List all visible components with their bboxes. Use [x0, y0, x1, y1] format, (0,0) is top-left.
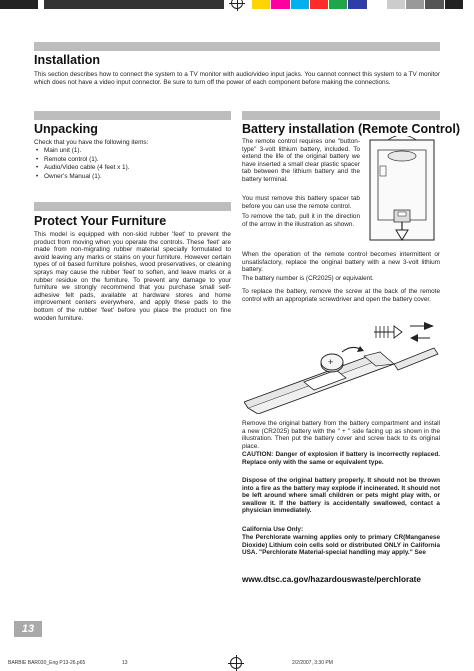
- registration-mark-icon: [230, 657, 242, 669]
- color-swatch: [425, 0, 443, 9]
- color-swatch: [387, 0, 405, 9]
- perchlorate-link[interactable]: www.dtsc.ca.gov/hazardouswaste/perchlorate: [242, 575, 421, 584]
- list-item: • Owner’s Manual (1).: [34, 173, 231, 182]
- installation-bar: [34, 42, 440, 51]
- battery-text-4: When the operation of the remote control becomes intermittent or unsatisfactory, replace the original battery with a new 3-volt lithium battery.: [242, 251, 440, 274]
- color-swatch: [271, 0, 289, 9]
- color-swatch: [368, 0, 386, 9]
- color-swatch: [329, 0, 347, 9]
- registration-mark-icon: [231, 0, 243, 9]
- battery-text-6: To replace the battery, remove the screw at the back of the remote control with an appropriate screwdriver and open the battery cover.: [242, 288, 440, 303]
- battery-replacement-illustration: [244, 318, 440, 414]
- svg-text:+: +: [328, 357, 334, 367]
- installation-text: This section describes how to connect the system to a TV monitor with audio/video input jacks. You cannot connect this system to a TV monitor which does not have a video input connector. Be sure to turn off the power of each component before making the connections.: [34, 71, 440, 86]
- footer-page: 13: [122, 660, 128, 666]
- color-swatch: [291, 0, 309, 9]
- battery-text-3: To remove the tab, pull it in the direction of the arrow in the illustration as shown.: [242, 213, 360, 228]
- unpacking-list: [34, 147, 231, 181]
- california-text: The Perchlorate warning applies only to primary CR(Manganese Dioxide) Lithium coin cells sold or distributed ONLY in California USA. "Perchlorate Material-special handling may apply." See: [242, 534, 440, 557]
- page-number: 13: [14, 621, 42, 637]
- unpacking-title: Unpacking: [34, 122, 98, 136]
- dispose-text: Dispose of the original battery properly. It should not be thrown into a fire as the battery may explode if incinerated. It should not be left around where small children or pets might play with, or swallow it. If the battery is accidentally swallowed, contact a physician immediately.: [242, 477, 440, 515]
- remote-tab-illustration: [364, 136, 440, 244]
- battery-text-1: The remote control requires one "button-type" 3-volt lithium battery, included. To extend the life of the original battery we have inserted a small clear plastic spacer tab between the lithium battery and the battery terminal.: [242, 138, 360, 183]
- color-swatch: [252, 0, 270, 9]
- battery-bar: [242, 111, 440, 120]
- battery-title: Battery installation (Remote Control): [242, 122, 461, 136]
- caution-text: CAUTION: Danger of explosion if battery is incorrectly replaced. Replace only with the same or equivalent type.: [242, 451, 440, 466]
- footer-date: 2/2/2007, 3:30 PM: [292, 660, 333, 666]
- list-item: • Remote control (1).: [34, 156, 231, 165]
- color-swatch: [310, 0, 328, 9]
- unpacking-bar: [34, 111, 231, 120]
- furniture-bar: [34, 202, 231, 211]
- installation-title: Installation: [34, 53, 100, 67]
- list-item: • Main unit (1).: [34, 147, 231, 156]
- footer-file: BARBIE BAR030_Eng P13-26.p65: [8, 660, 86, 666]
- furniture-title: Protect Your Furniture: [34, 214, 167, 228]
- color-swatch: [406, 0, 424, 9]
- crop-marks-top: [0, 0, 474, 12]
- color-swatch: [445, 0, 463, 9]
- unpacking-intro: Check that you have the following items:: [34, 139, 149, 146]
- color-swatch: [348, 0, 366, 9]
- battery-text-7: Remove the original battery from the battery compartment and install a new (CR2025) battery with the " + " side facing up as shown in the illustration. Then put the battery cover and screw back to its original place.: [242, 420, 440, 450]
- color-bar: [252, 0, 464, 9]
- battery-text-5: The battery number is (CR2025) or equivalent.: [242, 275, 374, 282]
- california-title: California Use Only:: [242, 526, 304, 533]
- furniture-text: This model is equipped with non-skid rubber 'feet' to prevent the product from moving when you operate the controls. These 'feet' are made from non-migrating rubber material specially formulated to avoid leaving any marks or stains on your furniture. However certain types of oil based furniture polishes, wood preservatives, or cleaning sprays may cause the rubber 'feet' to soften, and leave marks or a rubber residue on the furniture. To prevent any damage to your furniture we strongly recommend that you purchase small self-adhesive felt pads, available at hardware stores and home improvement centers everywhere, and apply these pads to the bottom of the rubber 'feet' before you place the product on fine wooden furniture.: [34, 231, 231, 322]
- list-item: • Audio/Video cable (4 feet x 1).: [34, 164, 231, 173]
- battery-text-2: You must remove this battery spacer tab before you can use the remote control.: [242, 195, 360, 210]
